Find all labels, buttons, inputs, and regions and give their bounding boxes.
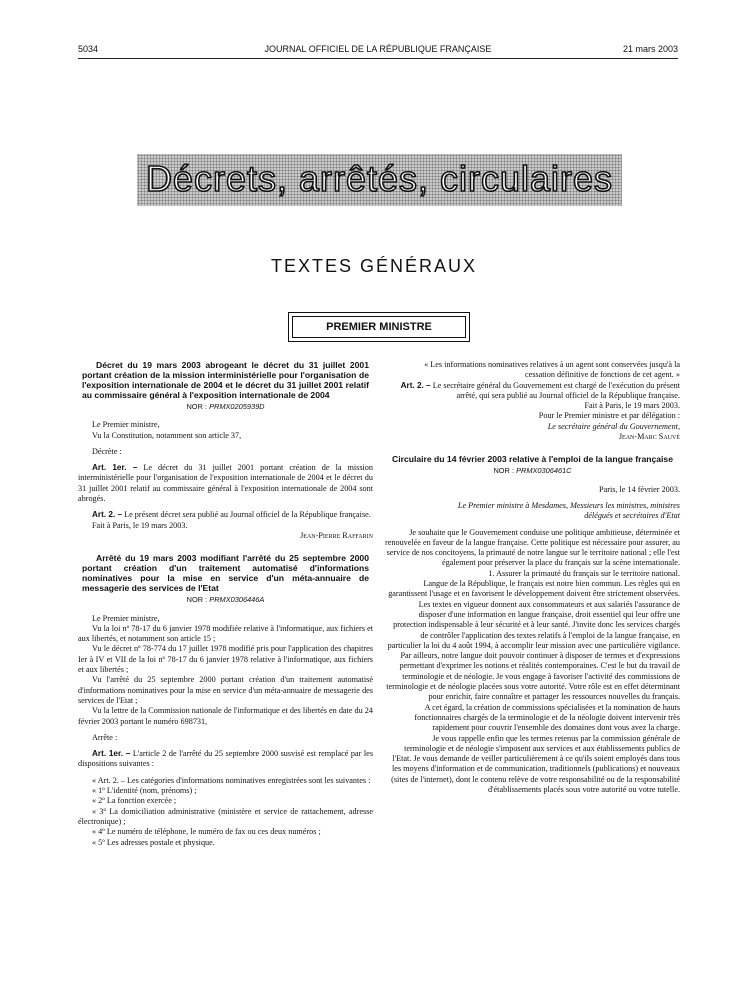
article-label: Art. 2. –	[92, 510, 123, 520]
paragraph: Le Premier ministre,	[92, 420, 160, 430]
paragraph: Vu la loi nº 78-17 du 6 janvier 1978 modifiée relative à l'informatique, aux fichiers et aux libertés, et notamment son article 15 ;	[78, 623, 373, 644]
page-number: 5034	[78, 44, 99, 54]
paragraph: « Les informations nominatives relatives à un agent sont conservées jusqu'à la cessation définitive de fonctions de cet agent. »	[424, 360, 680, 380]
arrete-title: Arrêté du 19 mars 2003 modifiant l'arrêté du 25 septembre 2000 portant création d'un traitement automatisé d'informations nominatives pour la mise en service d'un méta-annuaire de messagerie des services de l'Etat	[82, 553, 369, 594]
decret-nor	[78, 402, 373, 412]
paragraph: Par ailleurs, notre langue doit pouvoir continuer à disposer de termes et d'expressions permettant d'exprimer les notions et réalités contemporaines. C'est le but du travail de terminologie et de néologie. Je vous engage à favoriser l'activité des commissions de terminologie et de néologie placées sous votre autorité. Votre rôle est en effet déterminant pour enrichir, faire connaître et partager les ressources nouvelles du français.	[386, 651, 680, 702]
paragraph: A cet égard, la création de commissions spécialisées et la nomination de hauts fonctionnaires chargés de la terminologie et de la néologie doivent intervenir très rapidement pour couvrir l'ensemble des domaines dont vous avez la charge.	[414, 702, 680, 733]
banner-title: Décrets, arrêtés, circulaires	[145, 158, 614, 199]
article-1	[78, 463, 373, 504]
section-title: TEXTES GÉNÉRAUX	[270, 256, 478, 276]
article-label: Art. 1er. –	[92, 463, 138, 473]
article-text: Le secrétaire général du Gouvernement est chargé de l'exécution du présent arrêté, qui sera publié au Journal officiel de la République française.	[430, 380, 680, 400]
header-rule	[78, 58, 678, 59]
ministry-box: PREMIER MINISTRE	[292, 316, 466, 338]
nor-code: PRMX0306446A	[209, 595, 265, 605]
article-2	[78, 510, 373, 520]
circulaire-address: Le Premier ministre à Mesdames, Messieurs les ministres, ministres délégués et secrétaires d'Etat	[457, 500, 680, 521]
journal-title: JOURNAL OFFICIEL DE LA RÉPUBLIQUE FRANÇAISE	[264, 44, 492, 54]
arrete-nor	[78, 595, 373, 605]
nor-label: NOR :	[186, 595, 208, 605]
issue-date: 21 mars 2003	[622, 44, 678, 54]
nor-label: NOR :	[493, 466, 514, 476]
paragraph: Vu le décret nº 78-774 du 17 juillet 1978 modifié pris pour l'application des chapitres Ier à IV et VII de la loi nº 78-17 du 6 janvier 1978 relative à l'informatique, aux fichiers et aux libertés ;	[78, 644, 373, 675]
article-text: Le présent décret sera publié au Journal officiel de la République française.	[122, 510, 371, 520]
article-text: Le décret du 31 juillet 2001 portant création de la mission interministérielle pour l'organisation de l'exposition internationale de 2004 et le décret du 31 juillet 2001 relatif au commissaire général à l'exposition internationale de 2004 sont abrogés.	[78, 463, 373, 504]
paragraph: 1. Assurer la primauté du français sur le territoire national.	[488, 568, 680, 578]
section-banner	[137, 154, 622, 206]
paragraph: « 5º Les adresses postale et physique.	[92, 837, 215, 847]
right-column	[385, 360, 680, 795]
signature-title: Le secrétaire général du Gouvernement,	[547, 421, 680, 431]
signature: Jean-Pierre Raffarin	[300, 530, 373, 540]
signature: Jean-Marc Sauvé	[618, 432, 680, 442]
paragraph: « 4º Le numéro de téléphone, le numéro de fax ou ces deux numéros ;	[92, 827, 321, 837]
article-label: Art. 1er. –	[92, 749, 131, 759]
paragraph: « Art. 2. – Les catégories d'informations nominatives enregistrées sont les suivantes :	[92, 775, 371, 785]
circulaire-date: Paris, le 14 février 2003.	[599, 484, 680, 494]
article-text: L'article 2 de l'arrêté du 25 septembre 2000 susvisé est remplacé par les dispositions suivantes :	[78, 749, 374, 769]
paragraph: Vu l'arrêté du 25 septembre 2000 portant création d'un traitement automatisé d'informations nominatives pour la mise en service d'un méta-annuaire de messagerie des services de l'Etat ;	[78, 675, 373, 705]
nor-code: PRMX0205939D	[209, 402, 265, 411]
circulaire-title: Circulaire du 14 février 2003 relative à l'emploi de la langue française	[392, 454, 673, 465]
paragraph: Arrête :	[92, 732, 118, 742]
paragraph: « 1º L'identité (nom, prénoms) ;	[92, 786, 197, 796]
paragraph: Vu la lettre de la Commission nationale de l'informatique et des libertés en date du 24 février 2003 portant le numéro 698731,	[78, 706, 373, 726]
article-1	[78, 749, 373, 770]
article-label: Art. 2. –	[400, 380, 431, 390]
paragraph: Décrète :	[92, 446, 122, 456]
circulaire-nor	[385, 466, 680, 476]
paragraph: Vu la Constitution, notamment son article 37,	[92, 430, 242, 440]
paragraph: Fait à Paris, le 19 mars 2003.	[584, 401, 680, 411]
paragraph: « 2º La fonction exercée ;	[92, 796, 177, 806]
paragraph: Les textes en vigueur donnent aux consommateurs et aux salariés l'assurance de disposer d'une information en langue française, droit essentiel qui leur offre une protection indispensable à leur sécurité et à leur santé. J'invite donc les services chargés de contrôler l'application des textes relatifs à l'emploi de la langue française, en particulier la loi du 4 août 1994, à accomplir leur mission avec une particulière vigilance.	[387, 599, 680, 650]
paragraph: Fait à Paris, le 19 mars 2003.	[92, 520, 188, 530]
paragraph: Le Premier ministre,	[92, 613, 160, 623]
paragraph: Je vous rappelle enfin que les termes retenus par la commission générale de terminologie et de néologie s'imposent aux services et aux établissements publics de l'Etat. Je vous demande de veiller particulièrement à ce qu'ils soient employés dans tous les moyens d'information et de communication, traditionnels (publications) et nouveaux (sites de l'internet), dont le contenu relève de votre responsabilité ou de la responsabilité d'établissements placés sous votre autorité ou votre tutelle.	[391, 733, 680, 794]
signature-line: Pour le Premier ministre et par délégation :	[538, 411, 680, 421]
page-header	[78, 44, 678, 58]
paragraph: Je souhaite que le Gouvernement conduise une politique ambitieuse, déterminée et renouvelée en faveur de la langue française. Cette politique est nécessaire pour assurer, au service de nos concitoyens, la primauté de notre langue sur le territoire national ; elle l'est également pour préserver la place du français sur la scène internationale.	[385, 527, 680, 568]
nor-label: NOR :	[186, 402, 207, 411]
paragraph: Langue de la République, le français est notre bien commun. Les règles qui en garantissent l'usage et en favorisent le développement doivent être strictement observées.	[388, 579, 680, 599]
decret-title: Décret du 19 mars 2003 abrogeant le décret du 31 juillet 2001 portant création de la mission interministérielle pour l'organisation de l'exposition internationale de 2004 et le décret du 31 juillet 2001 relatif au commissaire général à l'exposition internationale de 2004	[82, 360, 369, 400]
article-2	[385, 381, 680, 402]
nor-code: PRMX0306461C	[516, 466, 572, 476]
paragraph: « 3º La domiciliation administrative (ministère et service de rattachement, adresse électronique) ;	[78, 806, 373, 826]
left-column	[78, 360, 373, 848]
